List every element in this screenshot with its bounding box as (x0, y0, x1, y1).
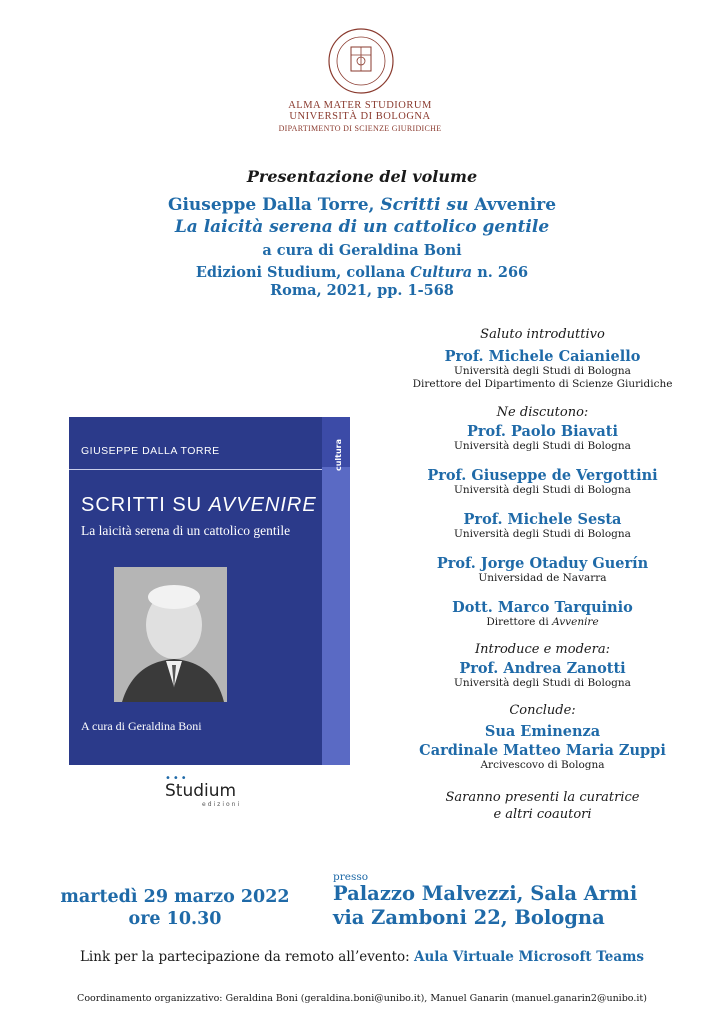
logo-line-3: DIPARTIMENTO DI SCIENZE GIURIDICHE (278, 124, 442, 133)
publisher-name: Studium (165, 781, 237, 801)
event-address: via Zamboni 22, Bologna (333, 906, 605, 929)
book-author-title (0, 195, 724, 215)
program-list (380, 327, 705, 822)
cover-curator: A cura di Geraldina Boni (81, 719, 202, 733)
event-time: ore 10.30 (128, 909, 222, 929)
presso-label: presso (333, 871, 369, 883)
cover-series-label: cultura (334, 439, 343, 472)
discussant-affiliation: Università degli Studi di Bologna (454, 440, 631, 452)
book-title-italic: Scritti su (380, 195, 469, 215)
discussant-affiliation (380, 616, 705, 629)
conclude-name-1: Sua Eminenza (484, 723, 601, 740)
event-date: martedì 29 marzo 2022 (60, 887, 290, 907)
book-title-rest: Avvenire (468, 195, 557, 215)
discussant-affiliation: Università degli Studi di Bologna (454, 484, 631, 496)
event-location (333, 882, 637, 930)
moderator-name: Prof. Andrea Zanotti (459, 660, 626, 677)
presentation-heading: Presentazione del volume (246, 167, 478, 186)
book-author: Giuseppe Dalla Torre, (167, 195, 381, 215)
conclude-label: Conclude: (509, 703, 576, 718)
presenti-line-1: Saranno presenti la curatrice (445, 790, 640, 805)
cover-author: GIUSEPPE DALLA TORRE (81, 445, 220, 457)
discussant-affiliation: Università degli Studi di Bologna (454, 528, 631, 540)
aff-italic: Avvenire (552, 616, 599, 628)
book-subtitle: La laicità serena di un cattolico gentile (174, 217, 550, 237)
saluto-speaker: Prof. Michele Caianiello (444, 348, 641, 365)
edizioni-pre: Edizioni Studium, collana (195, 264, 411, 281)
university-seal-icon (327, 27, 395, 95)
author-portrait-icon (114, 567, 227, 702)
cover-title (81, 494, 317, 517)
remote-link-line (0, 949, 724, 965)
discussant-name: Prof. Jorge Otaduy Guerín (436, 555, 649, 572)
publication-details: Roma, 2021, pp. 1-568 (270, 282, 454, 299)
logo-line-1: ALMA MATER STUDIORUM (288, 100, 432, 111)
book-curator: a cura di Geraldina Boni (262, 242, 462, 259)
author-photo (114, 567, 227, 702)
discussant-name: Dott. Marco Tarquinio (452, 599, 633, 616)
discussant-name: Prof. Giuseppe de Vergottini (427, 467, 658, 484)
saluto-affiliation-1: Università degli Studi di Bologna (454, 365, 631, 377)
publisher-series (0, 264, 724, 281)
discutono-label: Ne discutono: (496, 405, 589, 420)
edizioni-post: n. 266 (472, 264, 529, 281)
coordination-line: Coordinamento organizzativo: Geraldina Boni (geraldina.boni@unibo.it), Manuel Ganarin (manuel.ganarin2@unibo.it) (77, 993, 647, 1004)
aff-pre: Direttore di (486, 616, 553, 628)
edizioni-series-name: Cultura (410, 264, 473, 281)
publisher-dots-icon: ••• (165, 773, 189, 784)
event-datetime (40, 886, 310, 930)
teams-link[interactable]: Aula Virtuale Microsoft Teams (413, 949, 645, 965)
publisher-sub: edizioni (202, 801, 242, 808)
publisher-logo (165, 773, 255, 813)
conclude-name-2: Cardinale Matteo Maria Zuppi (419, 742, 666, 759)
saluto-affiliation-2: Direttore del Dipartimento di Scienze Giuridiche (412, 378, 673, 390)
presenti-line-2: e altri coautori (493, 807, 592, 822)
cover-title-italic: AVVENIRE (208, 494, 317, 516)
saluto-label: Saluto introduttivo (480, 327, 605, 342)
logo-line-2: UNIVERSITÀ DI BOLOGNA (289, 111, 431, 122)
remote-link-label: Link per la partecipazione da remoto all’evento: (79, 949, 414, 965)
moderator-affiliation: Università degli Studi di Bologna (454, 677, 631, 689)
conclude-affiliation: Arcivescovo di Bologna (480, 759, 605, 771)
cover-title-pre: SCRITTI SU (81, 494, 209, 516)
discussant-affiliation: Universidad de Navarra (478, 572, 607, 584)
cover-divider (69, 469, 322, 470)
university-logo (275, 25, 445, 137)
modera-label: Introduce e modera: (475, 642, 610, 657)
cover-subtitle: La laicità serena di un cattolico gentile (81, 523, 291, 538)
discussant-name: Prof. Michele Sesta (463, 511, 622, 528)
discussant-name: Prof. Paolo Biavati (466, 423, 619, 440)
event-venue: Palazzo Malvezzi, Sala Armi (333, 882, 638, 905)
book-cover (69, 417, 350, 765)
